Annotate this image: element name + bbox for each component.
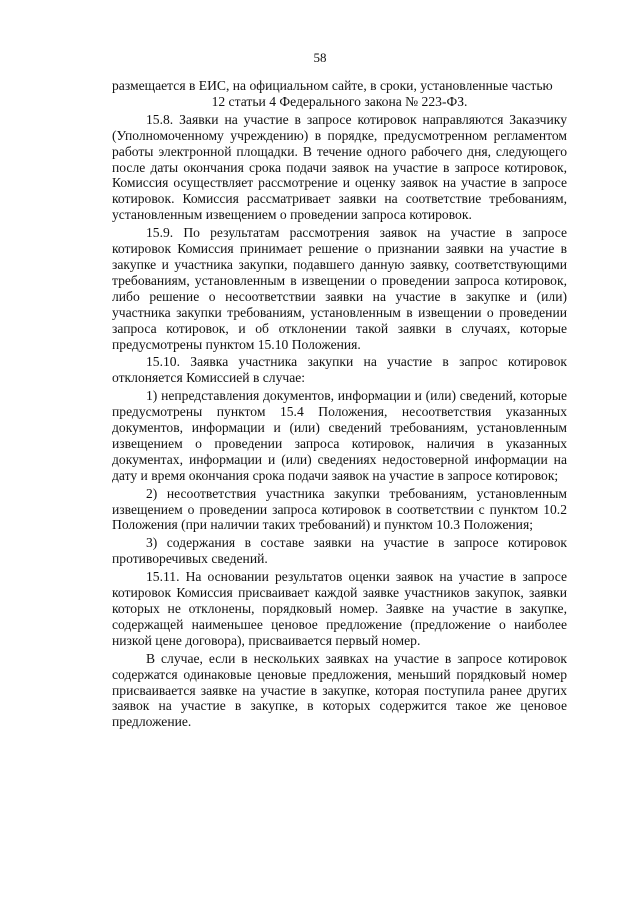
paragraph-continuation-end: 12 статьи 4 Федерального закона № 223-ФЗ.	[211, 93, 468, 109]
paragraph-15-8: 15.8. Заявки на участие в запросе котировок направляются Заказчику (Уполномоченному учреждению) в порядке, предусмотренном регламентом работы электронной площадки. В течение одного рабочего дня, следующего после даты окончания срока подачи заявок на участие в запросе котировок, Комиссия осуществляет рассмотрение и оценку заявок на участие в запросе котировок. Комиссия рассматривает заявки на соответствие требованиям, установленным извещением о проведении запроса котировок.	[112, 111, 567, 223]
list-item-3: 3) содержания в составе заявки на участие в запросе котировок противоречивых сведений.	[112, 535, 567, 567]
document-body	[112, 78, 567, 730]
list-item-2: 2) несоответствия участника закупки требованиям, установленным извещением о проведении запроса котировок в соответствии с пунктом 10.2 Положения (при наличии таких требований) и пунктом 10.3 Положения;	[112, 485, 567, 533]
paragraph-equal-prices: В случае, если в нескольких заявках на участие в запросе котировок содержатся одинаковые ценовые предложения, меньший порядковый номер присваивается заявке на участие в закупке, которая поступила ранее других заявок на участие в закупке, в которых содержится такое же ценовое предложение.	[112, 650, 567, 730]
paragraph-continuation: размещается в ЕИС, на официальном сайте, в сроки, установленные частью	[112, 78, 553, 93]
paragraph-15-11: 15.11. На основании результатов оценки заявок на участие в запросе котировок Комиссия присваивает каждой заявке участников закупок, заявки которых не отклонены, порядковый номер. Заявке на участие в закупке, содержащей наименьшее ценовое предложение (предложение о наиболее низкой цене договора), присваивается первый номер.	[112, 569, 567, 648]
page-number: 58	[313, 50, 327, 65]
list-item-1: 1) непредставления документов, информации и (или) сведений, которые предусмотрены пунктом 15.4 Положения, несоответствия указанных документов, информации и (или) сведений требованиям, установленным извещением о проведении запроса котировок, наличия в указанных документах, информации и (или) сведениях недостоверной информации на дату и время окончания срока подачи заявок на участие в запросе котировок;	[112, 388, 567, 483]
paragraph-15-9: 15.9. По результатам рассмотрения заявок на участие в запросе котировок Комиссия принимает решение о признании заявки на участие в закупке и участника закупки, подавшего данную заявку, соответствующими требованиям, установленным в извещении о проведении запроса котировок, либо решение о несоответствии заявки на участие в закупке и (или) участника закупки требованиям, установленным в извещении о проведении запроса котировок, и об отклонении такой заявки в случаях, которые предусмотрены пунктом 15.10 Положения.	[112, 225, 567, 352]
paragraph-15-10: 15.10. Заявка участника закупки на участие в запрос котировок отклоняется Комиссией в случае:	[112, 354, 567, 386]
